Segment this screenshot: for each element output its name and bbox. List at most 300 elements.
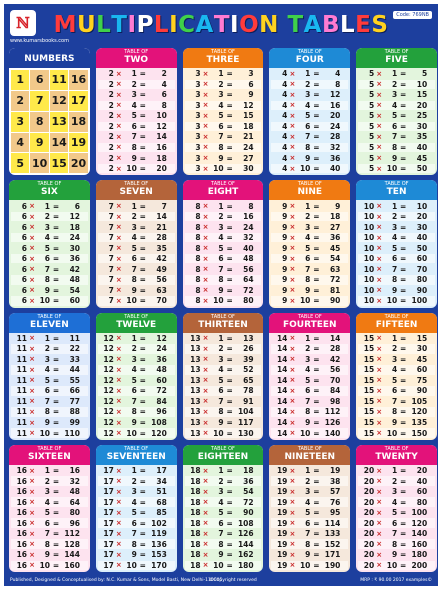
multiplier: 5 — [218, 508, 224, 518]
product: 14 — [156, 132, 167, 142]
table-row — [11, 222, 88, 232]
table-row — [358, 222, 435, 232]
multiplier: 6 — [44, 254, 50, 264]
number-cell: 15 — [50, 153, 68, 173]
table-row — [11, 296, 88, 306]
table-label: TABLE OF — [37, 313, 62, 320]
multiplier: 6 — [305, 254, 311, 264]
multiplier: 3 — [218, 90, 224, 100]
equals-sign: = — [313, 69, 320, 79]
multiplier: 2 — [131, 212, 137, 222]
equals-sign: = — [52, 396, 60, 406]
product: 4 — [335, 69, 341, 79]
title-letter: I — [169, 12, 179, 38]
multiplier: 2 — [391, 344, 398, 354]
table-name: SIXTEEN — [28, 451, 71, 462]
table-row — [358, 466, 435, 476]
multiplicand: 12 — [103, 407, 114, 417]
product: 42 — [329, 354, 341, 364]
multiplicand: 12 — [103, 418, 114, 428]
multiplier: 3 — [391, 487, 398, 497]
table-row — [358, 233, 435, 243]
table-row — [358, 497, 435, 507]
table-header — [9, 445, 90, 465]
table-row — [185, 508, 262, 518]
product: 40 — [329, 164, 341, 174]
multiplicand: 16 — [16, 466, 27, 476]
table-row — [98, 376, 175, 386]
table-header — [183, 48, 264, 68]
equals-sign: = — [226, 275, 233, 285]
times-sign: × — [376, 69, 383, 78]
table-row — [185, 355, 262, 365]
product: 96 — [156, 407, 167, 417]
product: 15 — [416, 333, 428, 343]
times-sign: × — [289, 164, 296, 173]
equals-sign: = — [400, 550, 407, 560]
times-sign: × — [202, 69, 209, 78]
times-sign: × — [376, 132, 383, 141]
table-row — [185, 376, 262, 386]
equals-sign: = — [226, 529, 233, 539]
times-sign: × — [376, 519, 383, 528]
product: 36 — [329, 153, 341, 163]
multiplicand: 19 — [276, 529, 288, 539]
equals-sign: = — [52, 264, 60, 274]
equals-sign: = — [226, 164, 233, 174]
multiplier: 9 — [305, 153, 311, 163]
times-sign: × — [376, 164, 383, 173]
table-rows — [269, 200, 350, 307]
equals-sign: = — [226, 201, 233, 211]
product: 70 — [416, 264, 428, 274]
table-row — [271, 407, 348, 417]
times-sign: × — [289, 418, 296, 427]
product: 28 — [329, 132, 341, 142]
equals-sign: = — [139, 285, 146, 295]
multiplier: 4 — [218, 365, 224, 375]
times-sign: × — [115, 550, 122, 559]
times-sign: × — [29, 529, 35, 538]
times-sign: × — [376, 477, 383, 486]
equals-sign: = — [226, 466, 233, 476]
table-row — [358, 80, 435, 90]
equals-sign: = — [226, 487, 233, 497]
equals-sign: = — [139, 487, 146, 497]
product: 12 — [329, 90, 341, 100]
product: 136 — [151, 539, 167, 549]
number-cell: 10 — [30, 153, 48, 173]
times-sign: × — [376, 275, 383, 284]
table-row — [185, 201, 262, 211]
multiplier: 5 — [131, 508, 137, 518]
equals-sign: = — [139, 560, 146, 570]
times-sign: × — [202, 487, 209, 496]
multiplicand: 8 — [195, 275, 201, 285]
multiplier: 7 — [391, 132, 398, 142]
table-name: ELEVEN — [30, 319, 69, 330]
times-sign: × — [115, 164, 122, 173]
times-sign: × — [115, 223, 122, 232]
multiplicand: 19 — [276, 560, 288, 570]
multiplier: 1 — [131, 201, 137, 211]
product: 10 — [416, 79, 428, 89]
multiplicand: 3 — [195, 132, 201, 142]
equals-sign: = — [313, 428, 320, 438]
table-row — [98, 90, 175, 100]
multiplier: 9 — [131, 418, 137, 428]
times-sign: × — [376, 101, 383, 110]
multiplier: 2 — [305, 344, 311, 354]
multiplier: 10 — [126, 560, 137, 570]
equals-sign: = — [52, 466, 60, 476]
times-sign: × — [115, 90, 122, 99]
multiplicand: 16 — [16, 539, 27, 549]
table-row — [271, 386, 348, 396]
multiplier: 7 — [305, 529, 311, 539]
equals-sign: = — [226, 550, 233, 560]
multiplier: 5 — [391, 243, 398, 253]
multiplicand: 3 — [195, 69, 201, 79]
table-card-two — [96, 48, 177, 175]
multiplicand: 6 — [21, 296, 27, 306]
product: 90 — [416, 386, 428, 396]
table-row — [271, 428, 348, 438]
table-row — [98, 407, 175, 417]
multiplicand: 6 — [21, 233, 27, 243]
times-sign: × — [289, 540, 296, 549]
product: 64 — [243, 275, 254, 285]
equals-sign: = — [52, 275, 60, 285]
multiplicand: 18 — [190, 497, 201, 507]
table-row — [11, 212, 88, 222]
equals-sign: = — [139, 222, 146, 232]
table-header — [183, 313, 264, 333]
title-letter: L — [339, 12, 356, 38]
equals-sign: = — [400, 285, 407, 295]
multiplicand: 5 — [368, 121, 375, 131]
table-row — [358, 508, 435, 518]
table-row — [271, 286, 348, 296]
table-row — [98, 508, 175, 518]
product: 144 — [64, 550, 80, 560]
table-row — [98, 428, 175, 438]
equals-sign: = — [139, 466, 146, 476]
multiplier: 5 — [131, 243, 137, 253]
multiplier: 2 — [391, 79, 398, 89]
multiplier: 6 — [131, 518, 137, 528]
multiplicand: 13 — [190, 386, 201, 396]
multiplicand: 5 — [368, 111, 375, 121]
table-label: TABLE OF — [211, 445, 235, 452]
product: 16 — [243, 212, 254, 222]
multiplier: 7 — [44, 264, 50, 274]
multiplicand: 4 — [282, 164, 288, 174]
product: 2 — [161, 69, 167, 79]
product: 63 — [156, 285, 167, 295]
table-card-three — [183, 48, 264, 175]
product: 9 — [248, 90, 254, 100]
multiplicand: 13 — [190, 354, 201, 364]
multiplicand: 11 — [16, 407, 27, 417]
times-sign: × — [376, 418, 383, 427]
table-row — [358, 561, 435, 571]
table-card-nineteen — [269, 445, 350, 572]
product: 24 — [243, 142, 254, 152]
times-sign: × — [29, 223, 35, 232]
times-sign: × — [202, 111, 209, 120]
table-row — [185, 275, 262, 285]
times-sign: × — [115, 498, 122, 507]
multiplier: 1 — [218, 466, 224, 476]
multiplier: 10 — [39, 560, 50, 570]
table-row — [358, 143, 435, 153]
times-sign: × — [29, 244, 35, 253]
multiplier: 9 — [218, 153, 224, 163]
multiplicand: 7 — [108, 264, 114, 274]
table-row — [11, 466, 88, 476]
product: 15 — [243, 111, 254, 121]
product: 10 — [156, 111, 167, 121]
multiplicand: 3 — [195, 153, 201, 163]
times-sign: × — [376, 286, 383, 295]
product: 60 — [416, 487, 428, 497]
times-sign: × — [289, 122, 296, 131]
table-row — [358, 264, 435, 274]
multiplier: 7 — [305, 132, 311, 142]
table-rows — [183, 200, 264, 307]
table-header — [356, 445, 437, 465]
multiplicand: 9 — [282, 243, 288, 253]
equals-sign: = — [226, 264, 233, 274]
multiplier: 3 — [305, 487, 311, 497]
times-sign: × — [376, 223, 383, 232]
equals-sign: = — [52, 487, 60, 497]
product: 39 — [243, 354, 254, 364]
product: 72 — [243, 497, 254, 507]
table-header — [9, 313, 90, 333]
multiplier: 1 — [391, 333, 398, 343]
product: 51 — [156, 487, 167, 497]
table-row — [358, 355, 435, 365]
times-sign: × — [29, 418, 35, 427]
table-row — [358, 518, 435, 528]
times-sign: × — [29, 397, 35, 406]
multiplicand: 14 — [276, 354, 288, 364]
table-row — [98, 201, 175, 211]
multiplicand: 3 — [195, 142, 201, 152]
equals-sign: = — [313, 153, 320, 163]
table-rows — [356, 200, 437, 307]
multiplicand: 19 — [276, 476, 288, 486]
table-label: TABLE OF — [384, 49, 409, 55]
multiplier: 2 — [131, 79, 137, 89]
product: 18 — [243, 466, 254, 476]
equals-sign: = — [52, 243, 60, 253]
times-sign: × — [376, 397, 383, 406]
multiplier: 2 — [44, 212, 50, 222]
product: 14 — [156, 212, 167, 222]
times-sign: × — [29, 429, 35, 438]
times-sign: × — [115, 296, 122, 305]
multiplicand: 14 — [276, 365, 288, 375]
table-row — [185, 233, 262, 243]
equals-sign: = — [313, 285, 320, 295]
multiplicand: 9 — [282, 296, 288, 306]
multiplier: 9 — [218, 418, 224, 428]
multiplier: 5 — [218, 375, 224, 385]
table-row — [11, 275, 88, 285]
title-letter: T — [213, 12, 231, 38]
times-sign: × — [202, 386, 209, 395]
equals-sign: = — [226, 69, 233, 79]
product: 14 — [329, 333, 341, 343]
equals-sign: = — [400, 264, 407, 274]
multiplier: 2 — [305, 212, 311, 222]
equals-sign: = — [226, 508, 233, 518]
multiplier: 10 — [39, 428, 50, 438]
table-row — [185, 69, 262, 79]
table-row — [98, 529, 175, 539]
multiplicand: 12 — [103, 428, 114, 438]
multiplicand: 7 — [108, 285, 114, 295]
product: 12 — [156, 121, 167, 131]
equals-sign: = — [52, 476, 60, 486]
number-cell: 19 — [69, 133, 87, 153]
multiplicand: 2 — [108, 142, 114, 152]
product: 162 — [237, 550, 254, 560]
product: 60 — [416, 254, 428, 264]
product: 18 — [243, 121, 254, 131]
table-row — [11, 550, 88, 560]
times-sign: × — [202, 529, 209, 538]
table-row — [185, 418, 262, 428]
title-letter: L — [96, 12, 112, 38]
multiplier: 7 — [131, 396, 137, 406]
equals-sign: = — [313, 539, 320, 549]
table-row — [271, 518, 348, 528]
times-sign: × — [376, 254, 383, 263]
title-letter: T — [287, 12, 304, 38]
times-sign: × — [289, 265, 296, 274]
table-row — [98, 122, 175, 132]
multiplier: 4 — [131, 497, 137, 507]
multiplicand: 9 — [282, 275, 288, 285]
table-rows — [9, 200, 90, 307]
equals-sign: = — [313, 354, 320, 364]
multiplicand: 20 — [363, 518, 375, 528]
multiplicand: 17 — [103, 529, 114, 539]
times-sign: × — [202, 101, 209, 110]
times-sign: × — [115, 508, 122, 517]
equals-sign: = — [226, 233, 233, 243]
equals-sign: = — [52, 222, 60, 232]
multiplier: 8 — [305, 275, 311, 285]
multiplicand: 11 — [16, 365, 27, 375]
title-letter — [279, 12, 288, 38]
multiplier: 8 — [131, 142, 137, 152]
table-rows — [183, 333, 264, 440]
times-sign: × — [289, 508, 296, 517]
product: 88 — [69, 407, 80, 417]
multiplicand: 17 — [103, 497, 114, 507]
times-sign: × — [202, 223, 209, 232]
times-sign: × — [115, 265, 122, 274]
times-sign: × — [202, 80, 209, 89]
multiplicand: 4 — [282, 142, 288, 152]
multiplier: 2 — [218, 79, 224, 89]
multiplier: 7 — [131, 132, 137, 142]
number-cell: 17 — [69, 91, 87, 111]
table-row — [185, 561, 262, 571]
equals-sign: = — [139, 79, 146, 89]
table-row — [98, 344, 175, 354]
table-row — [11, 355, 88, 365]
table-row — [358, 397, 435, 407]
multiplier: 10 — [213, 560, 224, 570]
multiplier: 5 — [44, 508, 50, 518]
table-row — [358, 487, 435, 497]
multiplicand: 13 — [190, 344, 201, 354]
product: 144 — [237, 539, 254, 549]
times-sign: × — [115, 376, 122, 385]
table-row — [271, 101, 348, 111]
equals-sign: = — [52, 233, 60, 243]
table-row — [271, 143, 348, 153]
table-row — [185, 518, 262, 528]
multiplicand: 20 — [363, 539, 375, 549]
product: 60 — [69, 296, 80, 306]
product: 56 — [243, 264, 254, 274]
equals-sign: = — [226, 79, 233, 89]
product: 8 — [161, 100, 167, 110]
product: 150 — [411, 428, 428, 438]
multiplicand: 9 — [282, 222, 288, 232]
product: 18 — [329, 212, 341, 222]
product: 60 — [156, 375, 167, 385]
times-sign: × — [29, 376, 35, 385]
multiplicand: 5 — [368, 90, 375, 100]
table-row — [11, 529, 88, 539]
equals-sign: = — [400, 375, 407, 385]
product: 52 — [243, 365, 254, 375]
number-cell: 13 — [50, 112, 68, 132]
table-name: FOURTEEN — [282, 319, 337, 330]
times-sign: × — [115, 334, 122, 343]
product: 108 — [151, 418, 167, 428]
equals-sign: = — [226, 365, 233, 375]
title-letter: M — [53, 12, 77, 38]
multiplier: 3 — [391, 90, 398, 100]
multiplicand: 19 — [276, 497, 288, 507]
table-label: TABLE OF — [211, 181, 235, 188]
equals-sign: = — [400, 201, 407, 211]
product: 102 — [151, 518, 167, 528]
multiplicand: 17 — [103, 508, 114, 518]
times-sign: × — [29, 407, 35, 416]
times-sign: × — [202, 466, 209, 475]
table-name: TEN — [386, 187, 407, 198]
times-sign: × — [202, 344, 209, 353]
multiplicand: 13 — [190, 396, 201, 406]
times-sign: × — [376, 244, 383, 253]
product: 10 — [416, 201, 428, 211]
table-row — [271, 164, 348, 174]
multiplier: 3 — [391, 222, 398, 232]
equals-sign: = — [226, 100, 233, 110]
times-sign: × — [289, 111, 296, 120]
product: 27 — [329, 222, 341, 232]
